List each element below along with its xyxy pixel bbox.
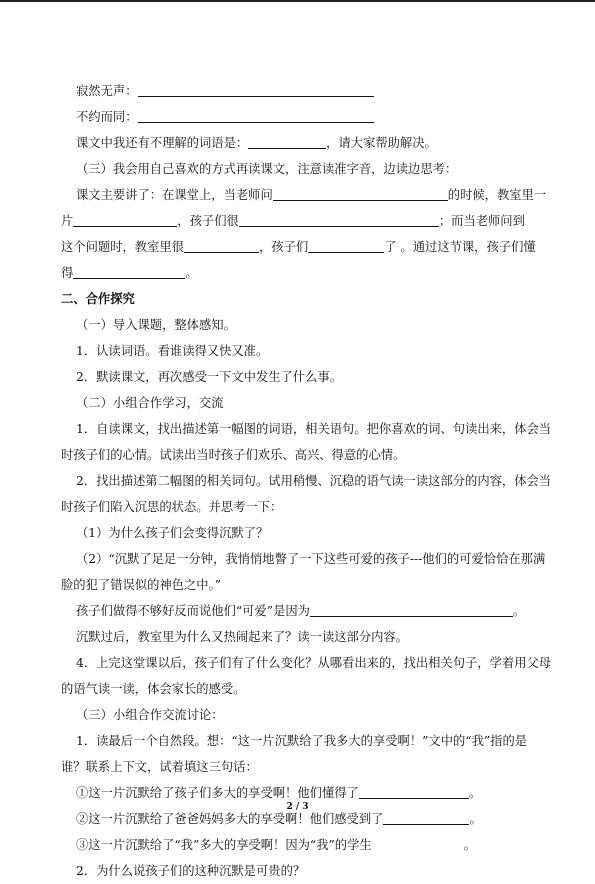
summary-line-3 bbox=[61, 234, 539, 260]
section-title-cooperative-inquiry: 二、合作探究 bbox=[61, 291, 135, 306]
summary-line-4 bbox=[61, 260, 539, 286]
text: ，孩子们 bbox=[258, 240, 309, 254]
discussion-1-line-1: 1．读最后一个自然段。想：“这一片沉默给了我多大的享受啊！”文中的“我”指的是 bbox=[76, 734, 528, 748]
text: 孩子们做得不够好反而说他们“可爱”是因为 bbox=[76, 604, 310, 618]
text: ，孩子们很 bbox=[177, 214, 239, 228]
lovely-reason-line bbox=[61, 598, 539, 624]
question-2-line-1: （2）“沉默了足足一分钟，我悄悄地瞥了一下这些可爱的孩子---他们的可爱恰恰在那满 bbox=[76, 552, 546, 566]
term-label: 寂然无声： bbox=[76, 84, 138, 98]
answer-blank[interactable] bbox=[273, 186, 448, 201]
answer-blank[interactable] bbox=[359, 784, 469, 799]
task-1-line-1: 1．自读课文，找出描述第一幅图的词语，相关语句。把你喜欢的词、句读出来，体会当 bbox=[76, 422, 552, 436]
text: 片 bbox=[61, 214, 74, 228]
text: 。 bbox=[185, 266, 198, 280]
text: ②这一片沉默给了爸爸妈妈多大的享受啊！他们感受到了 bbox=[76, 812, 384, 826]
answer-blank[interactable] bbox=[73, 212, 177, 227]
subsection-discussion: （三）小组合作交流讨论： bbox=[76, 708, 224, 722]
text: ，请大家帮助解决。 bbox=[326, 136, 437, 150]
question-2-line-2: 脸的犯了错误似的神色之中。” bbox=[61, 578, 221, 592]
unknown-words-line bbox=[61, 130, 539, 156]
term-label: 不约而同： bbox=[76, 110, 138, 124]
text: 的时候，教室里一 bbox=[447, 188, 547, 202]
text: 课文中我还有不理解的词语是： bbox=[76, 136, 249, 150]
vocab-line-buyue bbox=[61, 104, 539, 130]
text: 。 bbox=[468, 786, 482, 800]
answer-blank[interactable] bbox=[73, 264, 185, 279]
question-1: （1）为什么孩子们会变得沉默了？ bbox=[76, 526, 269, 540]
answer-blank[interactable] bbox=[184, 238, 259, 253]
discussion-1-line-2: 谁？联系上下文，试着填这三句话： bbox=[61, 760, 258, 774]
task-4-line-2: 的语气读一读，体会家长的感受。 bbox=[61, 682, 246, 696]
answer-blank[interactable] bbox=[138, 82, 374, 97]
summary-line-2 bbox=[61, 208, 539, 234]
page-top-rule bbox=[0, 0, 595, 2]
answer-blank[interactable] bbox=[248, 134, 326, 149]
after-silence-line: 沉默过后，教室里为什么又热闹起来了？读一读这部分内容。 bbox=[76, 630, 409, 644]
text: 得 bbox=[61, 266, 74, 280]
answer-blank[interactable] bbox=[138, 108, 374, 123]
step-2-silent-read: 2．默读课文，再次感受一下文中发生了什么事。 bbox=[76, 370, 343, 384]
task-2-line-2: 时孩子们陷入沉思的状态。并思考一下： bbox=[61, 500, 283, 514]
text: ①这一片沉默给了孩子们多大的享受啊！他们懂得了 bbox=[76, 786, 359, 800]
text: ③这一片沉默给了“我”多大的享受啊！因为“我”的学生 bbox=[76, 838, 372, 852]
page-number: 2 / 3 bbox=[286, 802, 309, 812]
task-2-line-1: 2．找出描述第二幅图的相关词句。试用稍慢、沉稳的语气读一读这部分的内容，体会当 bbox=[76, 474, 552, 488]
answer-blank[interactable] bbox=[308, 238, 384, 253]
fill-sentence-3 bbox=[61, 832, 539, 858]
summary-line-1 bbox=[61, 182, 547, 208]
step-1-read-words: 1．认读词语。看谁读得又快又准。 bbox=[76, 344, 269, 358]
answer-blank[interactable] bbox=[310, 602, 513, 617]
task-1-line-2: 时孩子们的心情。试读出当时孩子们欢乐、高兴、得意的心情。 bbox=[61, 448, 406, 462]
subsection-import: （一）导入课题，整体感知。 bbox=[76, 318, 236, 332]
text: 。 bbox=[463, 838, 476, 852]
text: 这个问题时，教室里很 bbox=[61, 240, 184, 254]
text: 课文主要讲了：在课堂上，当老师问 bbox=[76, 188, 273, 202]
text: 。 bbox=[469, 812, 482, 826]
task-4-line-1: 4．上完这堂课以后，孩子们有了什么变化？从哪看出来的，找出相关句子，学着用父母 bbox=[76, 656, 552, 670]
text: ；而当老师问到 bbox=[438, 214, 525, 228]
subsection-group-study: （二）小组合作学习，交流 bbox=[76, 396, 224, 410]
text: （三）我会用自己喜欢的方式再读课文，注意读准字音，边读边思考： bbox=[76, 162, 458, 176]
answer-blank[interactable] bbox=[383, 810, 469, 825]
text: 。 bbox=[512, 604, 526, 618]
vocab-line-jiran bbox=[61, 78, 539, 104]
section-heading-read-again bbox=[61, 156, 539, 182]
answer-blank[interactable] bbox=[239, 212, 439, 227]
document-body bbox=[61, 78, 552, 884]
text: 了 。通过这节课，孩子们懂 bbox=[384, 240, 536, 254]
discussion-2: 2．为什么说孩子们的这种沉默是可贵的？ bbox=[76, 864, 306, 878]
